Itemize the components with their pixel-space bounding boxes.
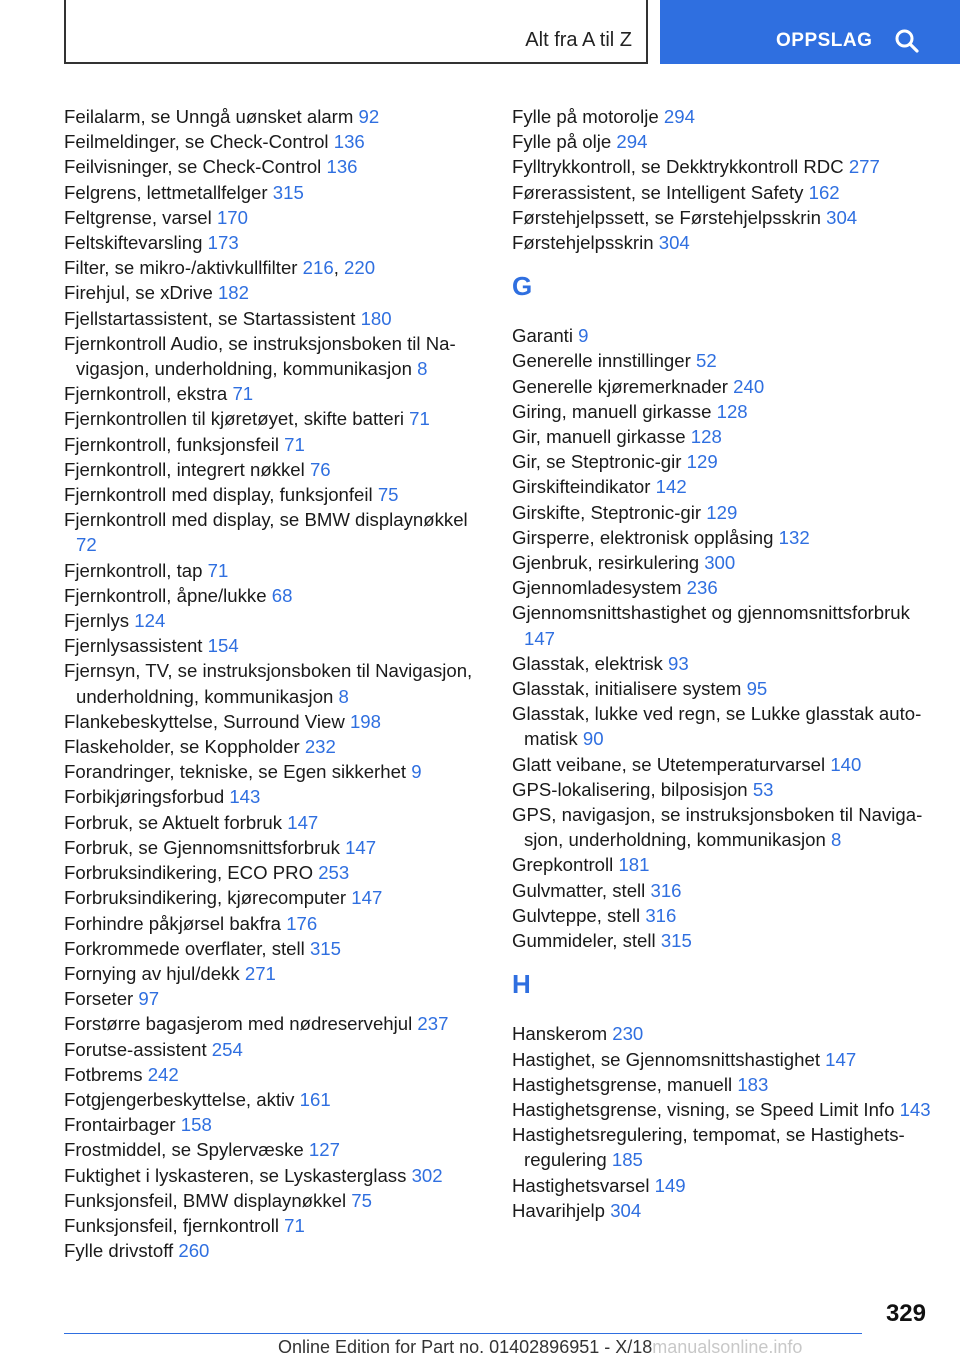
- index-entry: [64, 306, 474, 331]
- page-reference-link[interactable]: 240: [733, 375, 765, 397]
- index-entry: [64, 457, 474, 482]
- page-reference-link[interactable]: 68: [271, 584, 293, 606]
- index-entry: [64, 1163, 474, 1188]
- page-reference-link[interactable]: 75: [351, 1189, 372, 1211]
- index-entry-text: Fjernkontroll Audio, se instruksjonsboken til Navigasjon, underholdning, kommunikasjon: [64, 332, 456, 380]
- index-entry-text: Havarihjelp: [512, 1199, 606, 1221]
- index-entry: [512, 600, 932, 650]
- page-reference-link[interactable]: 132: [778, 526, 810, 548]
- index-entry-text: Fjernsyn, TV, se instruksjonsboken til Navigasjon, underholdning, kommunikasjon: [64, 660, 473, 707]
- page-reference-link[interactable]: 147: [825, 1048, 857, 1070]
- page-reference-link[interactable]: 143: [899, 1098, 931, 1120]
- index-entry: [64, 608, 474, 633]
- index-entry-text: Fjernlys: [64, 610, 130, 632]
- index-entry-text: Flaskeholder, se Koppholder: [64, 736, 300, 758]
- index-entry: [512, 500, 932, 525]
- index-entry-text: Forandringer, tekniske, se Egen sikkerhet: [64, 761, 407, 783]
- index-entry: [64, 759, 474, 784]
- index-entry-text: Felgrens, lettmetallfelger: [64, 181, 268, 203]
- footer-edition-text: Online Edition for Part no. 01402896951 - X/18: [278, 1337, 653, 1357]
- index-entry: [512, 1097, 932, 1122]
- page-reference-link[interactable]: 180: [360, 307, 392, 329]
- page-reference-link[interactable]: 304: [658, 232, 690, 254]
- index-entry-text: Forbikjøringsforbud: [64, 786, 225, 808]
- index-entry: [64, 104, 474, 129]
- page-reference-link[interactable]: 316: [650, 879, 682, 901]
- index-entry: [512, 399, 932, 424]
- index-entry: [64, 885, 474, 910]
- index-entry-text: Gir, manuell girkasse: [512, 426, 686, 448]
- index-entry-text: Feilalarm, se Unngå uønsket alarm: [64, 106, 354, 127]
- index-entry-text: Fjernkontroll, integrert nøkkel: [64, 458, 305, 480]
- index-entry-text: Glasstak, lukke ved regn, se Lukke glasstak automatisk: [512, 703, 922, 750]
- page-reference-link[interactable]: 127: [308, 1139, 340, 1161]
- index-entry: [512, 1021, 932, 1046]
- index-entry-text: Girskifte, Steptronic-gir: [512, 501, 702, 523]
- page-reference-link[interactable]: 71: [409, 408, 430, 430]
- index-entry-text: Gulvmatter, stell: [512, 879, 646, 901]
- index-entry: [512, 752, 932, 777]
- index-entry-text: Firehjul, se xDrive: [64, 282, 213, 304]
- index-entry-text: GPS, navigasjon, se instruksjonsboken til Navigasjon, underholdning, kommunikasjon: [512, 804, 923, 851]
- page-reference-link[interactable]: 183: [737, 1073, 769, 1095]
- page-reference-link[interactable]: 158: [180, 1114, 212, 1136]
- page-reference-link[interactable]: 304: [610, 1199, 642, 1221]
- page-reference-link[interactable]: 75: [377, 484, 399, 506]
- page-reference-link[interactable]: 277: [848, 156, 880, 178]
- page-reference-link[interactable]: 300: [704, 552, 736, 574]
- index-entry: [512, 474, 932, 499]
- index-entry: [64, 406, 474, 431]
- index-entry-text: Fjernkontrollen til kjøretøyet, skifte batteri: [64, 408, 404, 430]
- index-entry: [64, 1213, 474, 1238]
- index-entry-text: Fotgjengerbeskyttelse, aktiv: [64, 1088, 295, 1110]
- index-entry-text: Grepkontroll: [512, 854, 614, 876]
- index-entry: [64, 583, 474, 608]
- index-entry: [512, 449, 932, 474]
- index-entry: [512, 1072, 932, 1097]
- index-entry-text: Førstehjelpsskrin: [512, 232, 654, 254]
- index-entry: [512, 651, 932, 676]
- page-reference-link[interactable]: 71: [284, 433, 305, 455]
- index-entry-text: Feltskiftevarsling: [64, 232, 203, 254]
- index-entry: [512, 205, 932, 230]
- index-entry-text: Førerassistent, se Intelligent Safety: [512, 181, 804, 203]
- index-entry-text: Forbruksindikering, ECO PRO: [64, 862, 314, 884]
- header-title: Alt fra A til Z: [525, 29, 632, 51]
- index-entry-text: Fylltrykkontroll, se Dekktrykkontroll RDC: [512, 156, 844, 178]
- index-entry-text: Funksjonsfeil, BMW displaynøkkel: [64, 1189, 347, 1211]
- section-letter-g: G: [512, 271, 533, 302]
- index-entry: [64, 280, 474, 305]
- index-column-left: [64, 104, 474, 1263]
- index-entry: [64, 1112, 474, 1137]
- index-entry-text: Fuktighet i lyskasteren, se Lyskasterglass: [64, 1164, 407, 1186]
- index-entry: [512, 525, 932, 550]
- page-reference-link[interactable]: 92: [358, 106, 380, 127]
- index-entry: [64, 432, 474, 457]
- index-entry-text: Hastighet, se Gjennomsnittshastighet: [512, 1048, 820, 1070]
- page-reference-link[interactable]: 71: [232, 383, 254, 405]
- page-reference-link[interactable]: 8: [830, 829, 842, 851]
- index-column-right: [512, 104, 932, 1223]
- page-reference-link[interactable]: 176: [286, 912, 318, 934]
- index-entry: [512, 374, 932, 399]
- index-entry-text: Gulvteppe, stell: [512, 904, 641, 926]
- index-entry-text: Forutse-assistent: [64, 1038, 207, 1060]
- index-entry: [512, 676, 932, 701]
- index-entry-text: Flankebeskyttelse, Surround View: [64, 710, 345, 732]
- index-entry-text: Forkrommede overflater, stell: [64, 937, 305, 959]
- index-entry-text: Forbruk, se Gjennomsnittsforbruk: [64, 836, 340, 858]
- index-entry-text: Glasstak, elektrisk: [512, 652, 663, 674]
- index-entry-text: Hastighetsvarsel: [512, 1174, 650, 1196]
- page-reference-link[interactable]: 140: [830, 753, 862, 775]
- index-entry: [64, 507, 474, 557]
- page-reference-link[interactable]: 230: [612, 1023, 644, 1045]
- index-entry: [512, 903, 932, 928]
- page-reference-link[interactable]: 315: [660, 930, 692, 952]
- page-reference-link[interactable]: 143: [229, 786, 261, 808]
- index-entry-text: Forstørre bagasjerom med nødreservehjul: [64, 1013, 413, 1035]
- index-entry-text: Hanskerom: [512, 1023, 608, 1045]
- index-entry-text: Hastighetsregulering, tempomat, se Hastighetsregulering: [512, 1124, 905, 1171]
- index-entry-text: Hastighetsgrense, visning, se Speed Limit Info: [512, 1098, 895, 1120]
- index-entry: [512, 852, 932, 877]
- index-entry-text: Gjenbruk, resirkulering: [512, 552, 700, 574]
- page-reference-link[interactable]: 90: [582, 728, 604, 750]
- page-reference-link[interactable]: 315: [272, 181, 304, 203]
- index-entry-text: Gjennomsnittshastighet og gjennomsnittsforbruk: [512, 602, 910, 624]
- index-entry: [512, 777, 932, 802]
- page-reference-link[interactable]: 182: [217, 282, 249, 304]
- index-entry: [512, 701, 932, 751]
- page-reference-link[interactable]: 53: [752, 778, 774, 800]
- page-reference-link[interactable]: 71: [207, 559, 229, 581]
- page-reference-link[interactable]: 198: [349, 710, 381, 732]
- index-entry-text: Feilmeldinger, se Check-Control: [64, 131, 329, 153]
- index-entry-text: Fjernkontroll, tap: [64, 559, 203, 581]
- index-entry: [512, 323, 932, 348]
- index-entry-text: Generelle innstillinger: [512, 350, 691, 372]
- index-entry: [64, 709, 474, 734]
- index-entry: [64, 734, 474, 759]
- page-reference-link[interactable]: 161: [299, 1088, 331, 1110]
- index-entry-text: Forseter: [64, 988, 134, 1010]
- page-reference-link[interactable]: 136: [326, 156, 358, 178]
- index-entry: [64, 205, 474, 230]
- index-entry-text: Fjernkontroll med display, se BMW displaynøkkel: [64, 509, 468, 531]
- index-entry: [64, 154, 474, 179]
- index-entry-text: Fylle drivstoff: [64, 1240, 174, 1262]
- page-reference-link[interactable]: 52: [695, 350, 717, 372]
- index-entry-text: Feilvisninger, se Check-Control: [64, 156, 322, 178]
- page-number: 329: [885, 1300, 926, 1327]
- index-entry: [512, 878, 932, 903]
- index-entry: [64, 230, 474, 255]
- page-reference-link[interactable]: 9: [411, 761, 422, 783]
- index-entry: [64, 482, 474, 507]
- index-entry: [64, 810, 474, 835]
- index-entry: [64, 835, 474, 860]
- index-entry: [64, 1188, 474, 1213]
- index-entry: [512, 348, 932, 373]
- page-reference-link[interactable]: 236: [686, 577, 718, 599]
- index-entry-text: Glasstak, initialisere system: [512, 678, 742, 700]
- page-reference-link[interactable]: 97: [138, 988, 160, 1010]
- page-reference-link[interactable]: 8: [338, 685, 349, 707]
- index-entry: [64, 860, 474, 885]
- index-entry-text: Garanti: [512, 325, 573, 347]
- page-reference-link[interactable]: 304: [826, 206, 858, 228]
- page-reference-link[interactable]: 315: [309, 937, 341, 959]
- page-reference-link[interactable]: 232: [304, 736, 336, 758]
- page-reference-link[interactable]: 149: [654, 1174, 686, 1196]
- index-entry-text: Fotbrems: [64, 1063, 143, 1085]
- index-entry-text: Forhindre påkjørsel bakfra: [64, 912, 282, 934]
- search-icon[interactable]: [894, 28, 920, 54]
- page-reference-link[interactable]: 162: [808, 181, 840, 203]
- index-entry: [512, 129, 932, 154]
- index-entry: [64, 986, 474, 1011]
- index-entry: [64, 784, 474, 809]
- index-entry: [512, 1198, 932, 1223]
- page-reference-link[interactable]: 129: [686, 451, 718, 473]
- page-reference-link[interactable]: 181: [618, 854, 650, 876]
- page-reference-link[interactable]: 242: [147, 1063, 179, 1085]
- index-entry-text: Frontairbager: [64, 1114, 176, 1136]
- index-entry-text: Fjellstartassistent, se Startassistent: [64, 307, 356, 329]
- index-entry: [512, 104, 932, 129]
- index-entry-text: Fjernkontroll, funksjonsfeil: [64, 433, 279, 455]
- header-title-box: [64, 0, 648, 64]
- index-entry: [64, 558, 474, 583]
- page-reference-link[interactable]: 147: [351, 887, 383, 909]
- page-reference-link[interactable]: 8: [417, 358, 428, 380]
- page-reference-link[interactable]: 302: [411, 1164, 443, 1186]
- footer-divider: [64, 1333, 862, 1334]
- index-entry: [64, 381, 474, 406]
- index-entry-text: Girsperre, elektronisk opplåsing: [512, 526, 774, 548]
- index-entry: [512, 154, 932, 179]
- index-entry-text: Gir, se Steptronic-gir: [512, 451, 682, 473]
- index-entry: [64, 1062, 474, 1087]
- index-entry: [64, 633, 474, 658]
- index-entry: Filter, se mikro-/aktivkullfilter 216, 220: [64, 257, 376, 279]
- index-entry-text: Fjernlysassistent: [64, 635, 203, 657]
- index-entry-text: Girskifteindikator: [512, 476, 651, 498]
- page-reference-link[interactable]: 147: [524, 627, 556, 649]
- page-reference-link[interactable]: 237: [417, 1013, 449, 1035]
- index-entry: [64, 911, 474, 936]
- index-entry: [512, 1173, 932, 1198]
- index-entry: [512, 1047, 932, 1072]
- index-entry-text: Giring, manuell girkasse: [512, 400, 712, 422]
- index-entry: [64, 1238, 474, 1263]
- page-reference-link[interactable]: 220: [344, 257, 376, 279]
- index-entry: [64, 1037, 474, 1062]
- index-entry-text: Førstehjelpssett, se Førstehjelpsskrin: [512, 206, 821, 228]
- page-reference-link[interactable]: 170: [216, 206, 248, 228]
- index-entry-text: Fylle på motorolje: [512, 106, 659, 127]
- page-reference-link[interactable]: 216: [302, 257, 334, 279]
- index-entry-text: Feltgrense, varsel: [64, 206, 212, 228]
- index-entry-text: Forbruksindikering, kjørecomputer: [64, 887, 347, 909]
- index-entry-text: Generelle kjøremerknader: [512, 375, 728, 397]
- page-reference-link[interactable]: 76: [309, 458, 331, 480]
- page-reference-link[interactable]: 128: [716, 400, 748, 422]
- index-entry-text: Gummideler, stell: [512, 930, 656, 952]
- index-entry: [512, 928, 932, 953]
- index-entry: [64, 129, 474, 154]
- page-reference-link[interactable]: 142: [655, 476, 687, 498]
- index-entry-text: Fornying av hjul/dekk: [64, 962, 240, 984]
- index-entry-text: Filter, se mikro-/aktivkullfilter: [64, 257, 298, 279]
- index-entry: [512, 424, 932, 449]
- index-entry-text: Hastighetsgrense, manuell: [512, 1073, 733, 1095]
- index-entry: [64, 936, 474, 961]
- lookup-tab-label: OPPSLAG: [776, 30, 873, 51]
- index-entry: [512, 1122, 932, 1172]
- index-entry-text: Frostmiddel, se Spylervæske: [64, 1139, 304, 1161]
- page-reference-link[interactable]: 254: [211, 1038, 243, 1060]
- page-reference-link[interactable]: 147: [345, 836, 377, 858]
- page-reference-link[interactable]: 95: [746, 678, 768, 700]
- page-reference-link[interactable]: 129: [706, 501, 738, 523]
- index-entry: [512, 180, 932, 205]
- page-reference-link[interactable]: 260: [178, 1240, 210, 1262]
- index-entry-text: Fjernkontroll, åpne/lukke: [64, 584, 267, 606]
- index-entry-text: Fylle på olje: [512, 131, 612, 153]
- index-entry-text: Fjernkontroll, ekstra: [64, 383, 228, 405]
- page-reference-link[interactable]: 9: [578, 325, 589, 347]
- index-entry: [64, 1087, 474, 1112]
- page-reference-link[interactable]: 72: [76, 534, 97, 556]
- page-reference-link[interactable]: 294: [616, 131, 648, 153]
- page-reference-link[interactable]: 271: [244, 962, 276, 984]
- index-entry: [512, 802, 932, 852]
- index-entry: [64, 331, 474, 381]
- index-entry: [64, 658, 474, 708]
- index-entry: [512, 230, 932, 255]
- footer: [278, 1337, 802, 1358]
- page-reference-link[interactable]: 185: [611, 1149, 643, 1171]
- footer-watermark: manualsonline.info: [652, 1337, 803, 1357]
- index-entry: [64, 1011, 474, 1036]
- page-reference-link[interactable]: 147: [287, 811, 319, 833]
- section-letter-h: H: [512, 969, 531, 1000]
- index-entry: [512, 550, 932, 575]
- index-entry: [64, 961, 474, 986]
- index-entry: [64, 180, 474, 205]
- page-reference-link[interactable]: 128: [690, 426, 722, 448]
- page-reference-link[interactable]: 316: [645, 904, 677, 926]
- page-reference-link[interactable]: 124: [134, 610, 166, 632]
- index-entry-text: Glatt veibane, se Utetemperaturvarsel: [512, 753, 826, 775]
- page-reference-link[interactable]: 136: [333, 131, 365, 153]
- page-reference-link[interactable]: 154: [207, 635, 239, 657]
- index-entry-text: Funksjonsfeil, fjernkontroll: [64, 1214, 279, 1236]
- index-entry-text: GPS-lokalisering, bilposisjon: [512, 778, 748, 800]
- index-entry-text: Forbruk, se Aktuelt forbruk: [64, 811, 283, 833]
- index-entry: [512, 575, 932, 600]
- page-reference-link[interactable]: 253: [318, 862, 350, 884]
- index-entry-text: Fjernkontroll med display, funksjonfeil: [64, 484, 373, 506]
- index-entry: [64, 1137, 474, 1162]
- page-reference-link[interactable]: 294: [663, 106, 695, 127]
- page-reference-link[interactable]: 71: [284, 1214, 305, 1236]
- page-reference-link[interactable]: 93: [668, 652, 689, 674]
- index-entry-text: Gjennomladesystem: [512, 577, 682, 599]
- page-reference-link[interactable]: 173: [207, 232, 239, 254]
